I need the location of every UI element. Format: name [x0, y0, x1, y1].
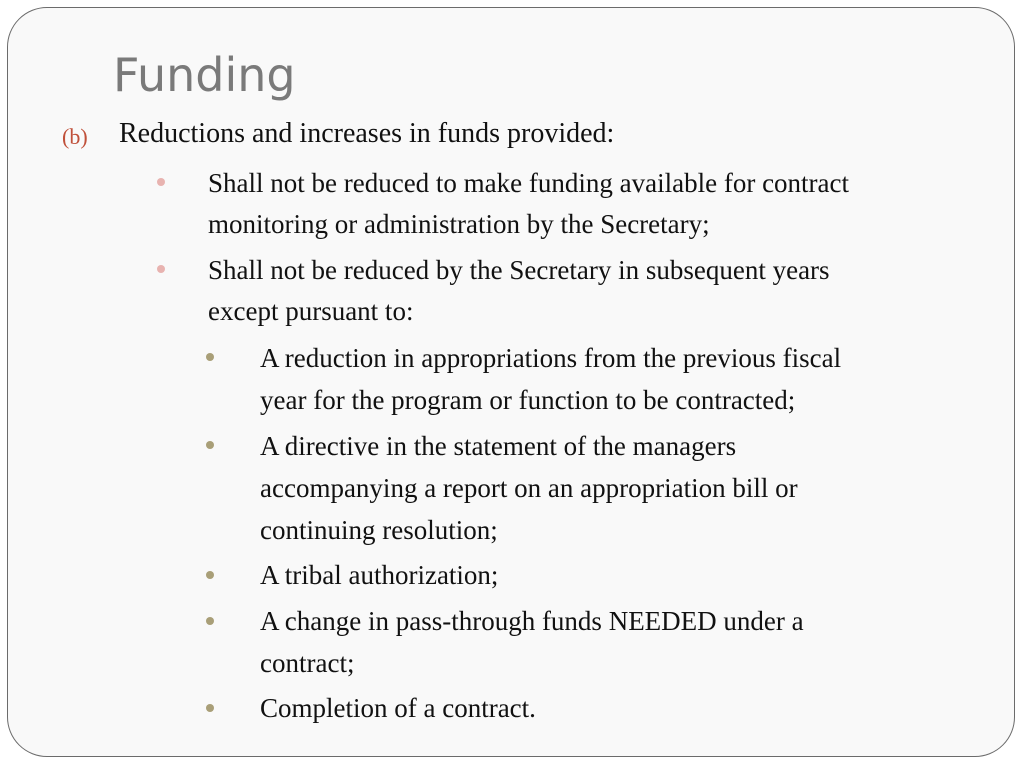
level3-item-1: [260, 337, 841, 421]
level3-item-1-line-1: A reduction in appropriations from the previous fiscal: [260, 343, 842, 373]
bullet-dot-icon: [157, 178, 165, 186]
level3-item-4: [260, 600, 804, 684]
level2-item-1-line-2: monitoring or administration by the Secretary;: [208, 209, 710, 239]
level3-item-4-line-1: A change in pass-through funds NEEDED under a: [260, 606, 804, 636]
bullet-dot-icon: [206, 617, 214, 625]
section-marker: (b): [62, 124, 88, 149]
level3-item-2-line-1: A directive in the statement of the managers: [260, 431, 737, 461]
level3-item-1-line-2: year for the program or function to be contracted;: [260, 385, 796, 415]
level3-item-3-line-1: A tribal authorization;: [260, 560, 499, 590]
level3-item-3: [260, 554, 498, 596]
level3-item-2-line-3: continuing resolution;: [260, 515, 498, 545]
level2-item-1: [208, 163, 849, 245]
level2-item-2-line-2: except pursuant to:: [208, 296, 414, 326]
level3-item-4-line-2: contract;: [260, 648, 355, 678]
bullet-dot-icon: [206, 571, 214, 579]
level2-item-2-line-1: Shall not be reduced by the Secretary in subsequent years: [208, 255, 830, 285]
level2-item-1-line-1: Shall not be reduced to make funding available for contract: [208, 168, 850, 198]
bullet-dot-icon: [206, 704, 214, 712]
level3-item-2-line-2: accompanying a report on an appropriation bill or: [260, 473, 798, 503]
bullet-dot-icon: [157, 265, 165, 273]
level3-item-5: [260, 687, 536, 729]
level2-item-2: [208, 250, 830, 332]
bullet-dot-icon: [206, 441, 214, 449]
level3-item-5-line-1: Completion of a contract.: [260, 693, 536, 723]
bullet-dot-icon: [206, 353, 214, 361]
slide-title: Funding: [113, 48, 296, 102]
section-heading: Reductions and increases in funds provided:: [119, 118, 615, 149]
level3-item-2: [260, 425, 798, 551]
